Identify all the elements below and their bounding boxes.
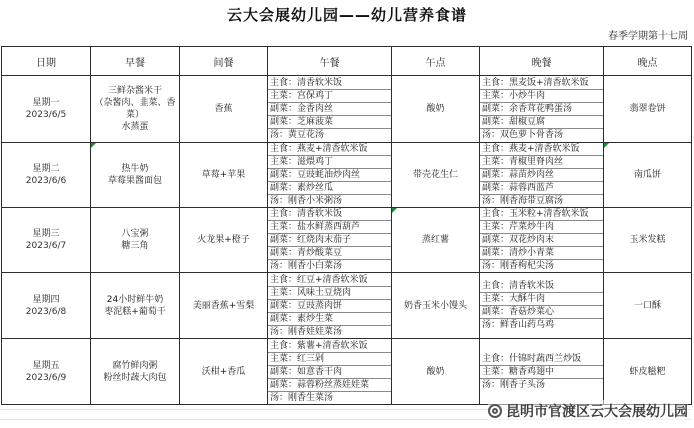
- date-cell: [2, 143, 91, 208]
- food-text: 翡翠卷饼: [629, 104, 666, 114]
- menu-item: 汤：双色萝卜骨香汤: [482, 130, 564, 140]
- header-dinner: 晚餐: [480, 47, 604, 76]
- food-text: 沃柑+香瓜: [201, 366, 246, 377]
- snack1-cell: [180, 339, 268, 405]
- food-text: 三鲜杂酱米干: [107, 86, 162, 96]
- date-cell: [2, 76, 91, 143]
- week-label: 春季学期第十七周: [608, 31, 688, 42]
- header-snack1: 间餐: [180, 47, 268, 76]
- menu-item: 副菜：蒜苗炒肉丝: [480, 169, 603, 182]
- food-text: 火龙果+橙子: [197, 235, 250, 245]
- menu-table: [1, 46, 692, 405]
- breakfast-cell: [91, 273, 180, 339]
- food-text: 24小时鲜牛奶: [106, 294, 164, 305]
- menu-item: 汤：黄豆花汤: [270, 130, 325, 140]
- menu-item: 主食：清香软米饭: [480, 280, 603, 293]
- menu-item: 副菜：金香肉丝: [268, 103, 391, 116]
- menu-item: 副菜：红烧肉末茄子: [268, 234, 391, 247]
- day-row: [2, 273, 692, 339]
- menu-item: 汤：刚香子头汤: [482, 379, 546, 390]
- menu-item: 主食：紫薯+清香软米饭: [268, 340, 391, 353]
- breakfast-cell: [91, 143, 180, 208]
- menu-item: 汤：刚香海带豆腐汤: [482, 196, 564, 206]
- food-text: 糖三角: [121, 241, 149, 251]
- snack2-cell: [392, 76, 480, 143]
- menu-item: 副菜：素炒丝瓜: [268, 182, 391, 195]
- date-text: 2023/6/5: [25, 110, 67, 120]
- dinner-cell: [480, 143, 604, 208]
- food-text: 热牛奶: [121, 164, 149, 174]
- lunch-cell: [268, 208, 392, 273]
- food-text: （杂酱肉、韭菜、香菜）: [94, 98, 176, 120]
- snack1-cell: [180, 76, 268, 143]
- menu-item: 副菜：清炒小青菜: [480, 247, 603, 260]
- header-lunch: 午餐: [268, 47, 392, 76]
- menu-item: 副菜：如意香干肉: [268, 366, 391, 379]
- food-text: 美丽香蕉+雪梨: [192, 300, 255, 311]
- snack2-cell: [392, 208, 480, 273]
- menu-item: 主食：燕麦+清香软米饭: [268, 143, 391, 156]
- food-text: 腐竹鲜肉粥: [112, 360, 158, 371]
- watermark: [488, 400, 688, 422]
- food-text: 八宝粥: [121, 229, 149, 239]
- breakfast-cell: [91, 339, 180, 405]
- menu-item: 主菜：宫保鸡丁: [268, 90, 391, 103]
- evening-cell: [604, 143, 692, 208]
- menu-item: 主食：黑麦饭+清香软米饭: [480, 77, 603, 90]
- header-date: 日期: [2, 47, 91, 76]
- day-row: [2, 143, 692, 208]
- page-title: 云大会展幼儿园——幼儿营养食谱: [226, 5, 467, 24]
- dinner-cell: [480, 339, 604, 405]
- evening-cell: [604, 339, 692, 405]
- menu-item: 主菜：小炒牛肉: [480, 90, 603, 103]
- menu-item: 主菜：糖香鸡翅中: [480, 366, 603, 379]
- food-text: 玉米发糕: [629, 235, 666, 245]
- menu-item: 副菜：芝麻菠菜: [268, 116, 391, 129]
- food-text: 酸奶: [426, 366, 445, 377]
- snack1-cell: [180, 208, 268, 273]
- header-row: [2, 47, 692, 76]
- weekday-text: 星期一: [32, 98, 60, 108]
- day-row: [2, 76, 692, 143]
- menu-item: 主食：什锦时蔬西兰炒饭: [480, 353, 603, 366]
- menu-item: 汤：刚香小白菜汤: [270, 261, 343, 271]
- menu-item: 汤：刚香小米粥汤: [270, 196, 343, 206]
- weekday-text: 星期五: [32, 360, 60, 371]
- menu-item: 副菜：蒜蓉西蓝芦: [480, 182, 603, 195]
- evening-cell: [604, 208, 692, 273]
- food-text: 蒸红薯: [421, 235, 449, 245]
- food-text: 粉丝时蔬大肉包: [103, 372, 167, 383]
- header-evening: 晚点: [604, 47, 692, 76]
- snack2-cell: [392, 143, 480, 208]
- menu-body: [2, 76, 692, 405]
- weekday-text: 星期二: [32, 164, 60, 174]
- lunch-cell: [268, 143, 392, 208]
- date-text: 2023/6/7: [25, 241, 67, 251]
- menu-item: 副菜：素炒生菜: [268, 313, 391, 326]
- watermark-text: 昆明市官渡区云大会展幼儿园: [506, 404, 688, 420]
- menu-item: 副菜：青炒酸菜豆: [268, 247, 391, 260]
- snack2-cell: [392, 273, 480, 339]
- menu-item: 主菜：芹菜炒牛肉: [480, 221, 603, 234]
- menu-item: 副菜：香菇炒菜心: [480, 306, 603, 319]
- menu-item: 汤：刚香娃娃菜汤: [270, 326, 343, 337]
- date-text: 2023/6/9: [25, 372, 67, 383]
- date-cell: [2, 273, 91, 339]
- lunch-cell: [268, 339, 392, 405]
- dinner-cell: [480, 208, 604, 273]
- menu-item: 汤：刚香生菜汤: [270, 392, 334, 403]
- header-breakfast: 早餐: [91, 47, 180, 76]
- menu-item: 副菜：余香茸花鸭蛋汤: [480, 103, 603, 116]
- food-text: 一口酥: [633, 300, 661, 311]
- weekday-text: 星期四: [32, 294, 60, 305]
- breakfast-cell: [91, 208, 180, 273]
- evening-cell: [604, 76, 692, 143]
- wechat-channel-icon: [488, 404, 502, 418]
- date-text: 2023/6/8: [25, 306, 67, 317]
- header-snack2: 午点: [392, 47, 480, 76]
- day-row: [2, 339, 692, 405]
- menu-item: 副菜：豆豉蒸肉饼: [268, 300, 391, 313]
- menu-item: 汤：鲜香山药乌鸡: [482, 320, 555, 330]
- food-text: 水蒸蛋: [121, 122, 149, 132]
- evening-cell: [604, 273, 692, 339]
- menu-item: 主菜：红三剁: [268, 353, 391, 366]
- menu-item: 主菜：滋煨鸡丁: [268, 156, 391, 169]
- food-text: 草莓果酱面包: [107, 176, 162, 186]
- food-text: 奶香玉米小馒头: [403, 300, 467, 311]
- menu-item: 主食：玉米粒+清香软米饭: [480, 208, 603, 221]
- food-text: 带壳花生仁: [412, 170, 458, 180]
- menu-item: 汤：刚香枸杞尖汤: [482, 261, 555, 271]
- menu-item: 主菜：青椒里脊肉丝: [480, 156, 603, 169]
- snack2-cell: [392, 339, 480, 405]
- date-cell: [2, 208, 91, 273]
- menu-item: 主食：清香软米饭: [268, 208, 391, 221]
- menu-item: 主菜：盐水鲜蒸西葫芦: [268, 221, 391, 234]
- lunch-cell: [268, 76, 392, 143]
- date-cell: [2, 339, 91, 405]
- cell-comment-marker: [604, 143, 609, 148]
- menu-item: 副菜：双花炒肉末: [480, 234, 603, 247]
- snack1-cell: [180, 143, 268, 208]
- food-text: 酸奶: [426, 104, 445, 114]
- food-text: 草莓+苹果: [201, 170, 246, 180]
- cell-comment-marker: [91, 143, 96, 148]
- food-text: 香蕉: [214, 104, 233, 114]
- date-text: 2023/6/6: [25, 176, 67, 186]
- menu-item: 主食：红豆+清香软米饭: [268, 274, 391, 287]
- dinner-cell: [480, 76, 604, 143]
- menu-item: 副菜：蒜蓉粉丝蒸娃娃菜: [268, 379, 391, 392]
- snack1-cell: [180, 273, 268, 339]
- food-text: 枣泥糕+葡萄干: [104, 306, 166, 317]
- weekday-text: 星期三: [32, 229, 60, 239]
- food-text: 虾皮糍粑: [629, 366, 666, 377]
- lunch-cell: [268, 273, 392, 339]
- food-text: 南瓜饼: [633, 170, 661, 180]
- breakfast-cell: [91, 76, 180, 143]
- day-row: [2, 208, 692, 273]
- menu-item: 主菜：大酥牛肉: [480, 293, 603, 306]
- menu-item: 主菜：风味土豆烧肉: [268, 287, 391, 300]
- menu-item: 副菜：甜椒豆腐: [480, 116, 603, 129]
- dinner-cell: [480, 273, 604, 339]
- menu-item: 主食：清香软米饭: [268, 77, 391, 90]
- menu-item: 副菜：豆豉蚝油炒肉丝: [268, 169, 391, 182]
- menu-item: 主食：燕麦+清香软米饭: [480, 143, 603, 156]
- cell-comment-marker: [392, 208, 397, 213]
